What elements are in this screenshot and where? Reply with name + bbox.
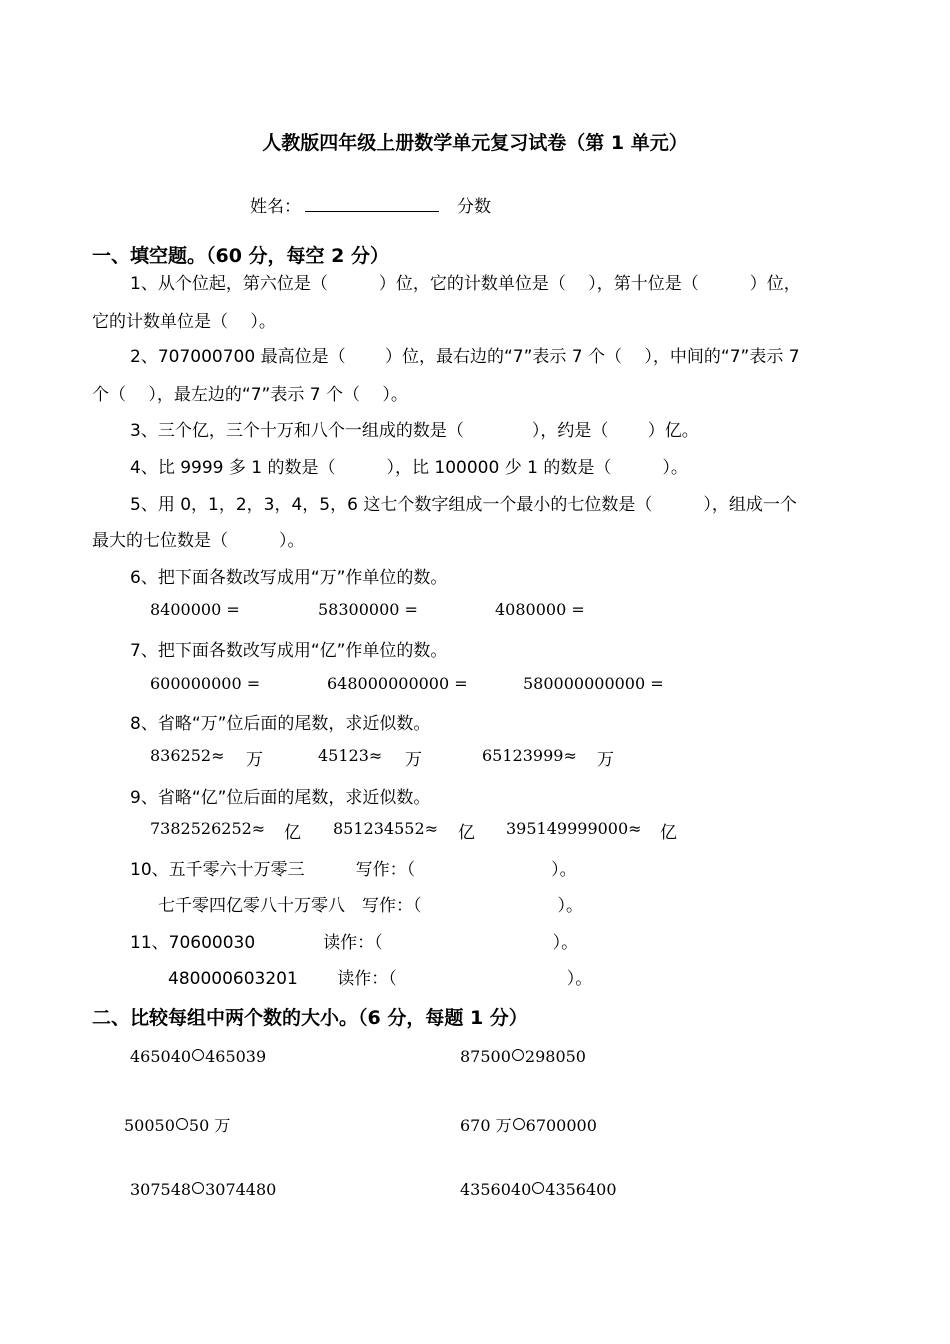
- question-5-line-2: 最大的七位数是（ ）。: [92, 531, 305, 551]
- compare-circle[interactable]: [532, 1182, 544, 1194]
- q8-unit-2: 万: [405, 750, 422, 770]
- compare-pair: [460, 1047, 586, 1066]
- q8-unit-1: 万: [246, 750, 263, 770]
- compare-pair: [130, 1180, 276, 1199]
- compare-pair: [124, 1113, 230, 1136]
- compare-circle[interactable]: [512, 1049, 524, 1061]
- q9-unit-3: 亿: [660, 823, 677, 843]
- score-label: 分数: [457, 197, 491, 217]
- question-9: 9、省略“亿”位后面的尾数，求近似数。: [130, 788, 431, 808]
- compare-left: 465040: [130, 1047, 192, 1066]
- q9-item-3: 395149999000≈: [506, 819, 642, 838]
- question-1-line-1: 1、从个位起，第六位是（ ）位，它的计数单位是（ ），第十位是（ ）位，: [130, 274, 801, 294]
- question-2-line-1: 2、707000700 最高位是（ ）位，最右边的“7”表示 7 个（ ），中间的“7”表示 7: [130, 347, 800, 367]
- question-2-line-2: 个（ ），最左边的“7”表示 7 个（ ）。: [92, 385, 408, 405]
- compare-pair: [460, 1180, 617, 1199]
- question-1-line-2: 它的计数单位是（ ）。: [92, 312, 276, 332]
- question-7: 7、把下面各数改写成用“亿”作单位的数。: [130, 641, 448, 661]
- q6-item-1: 8400000 =: [150, 600, 240, 619]
- name-blank[interactable]: [305, 197, 439, 212]
- q9-unit-2: 亿: [458, 823, 475, 843]
- q7-item-1: 600000000 =: [150, 674, 261, 693]
- q7-item-3: 580000000000 =: [523, 674, 664, 693]
- compare-circle[interactable]: [192, 1049, 204, 1061]
- compare-left: 50050: [124, 1116, 175, 1135]
- compare-right: 50 万: [188, 1116, 231, 1135]
- compare-left: 87500: [460, 1047, 511, 1066]
- q6-item-3: 4080000 =: [495, 600, 585, 619]
- q6-item-2: 58300000 =: [318, 600, 418, 619]
- name-score-row: [250, 192, 491, 217]
- page-title: 人教版四年级上册数学单元复习试卷（第 1 单元）: [262, 132, 688, 154]
- compare-right: 298050: [524, 1047, 586, 1066]
- q9-item-2: 851234552≈: [333, 819, 439, 838]
- question-11-line-2: 480000603201 读作：（ ）。: [168, 969, 593, 989]
- question-6: 6、把下面各数改写成用“万”作单位的数。: [130, 568, 448, 588]
- compare-circle[interactable]: [513, 1118, 525, 1130]
- q8-unit-3: 万: [597, 750, 614, 770]
- q8-item-2: 45123≈: [318, 746, 383, 765]
- compare-pair: [130, 1047, 266, 1066]
- q8-item-1: 836252≈: [150, 746, 225, 765]
- compare-right: 3074480: [205, 1180, 277, 1199]
- question-5-line-1: 5、用 0，1，2，3，4，5，6 这七个数字组成一个最小的七位数是（ ），组成一个: [130, 495, 797, 515]
- q8-item-3: 65123999≈: [482, 746, 577, 765]
- question-8: 8、省略“万”位后面的尾数，求近似数。: [130, 714, 431, 734]
- compare-left: 670 万: [460, 1116, 512, 1135]
- compare-circle[interactable]: [176, 1118, 188, 1130]
- compare-left: 307548: [130, 1180, 192, 1199]
- compare-circle[interactable]: [192, 1182, 204, 1194]
- name-label: 姓名：: [250, 197, 301, 217]
- question-4: 4、比 9999 多 1 的数是（ ），比 100000 少 1 的数是（ ）。: [130, 458, 688, 478]
- question-10-line-2: 七千零四亿零八十万零八 写作：（ ）。: [158, 896, 583, 916]
- compare-right: 6700000: [525, 1116, 597, 1135]
- q9-unit-1: 亿: [284, 823, 301, 843]
- question-11-line-1: 11、70600030 读作：（ ）。: [130, 933, 579, 953]
- compare-pair: [460, 1113, 597, 1136]
- section-1-heading: 一、填空题。（60 分，每空 2 分）: [92, 245, 390, 267]
- question-3: 3、三个亿，三个十万和八个一组成的数是（ ），约是（ ）亿。: [130, 421, 699, 441]
- compare-left: 4356040: [460, 1180, 532, 1199]
- q9-item-1: 7382526252≈: [150, 819, 266, 838]
- compare-right: 4356400: [545, 1180, 617, 1199]
- section-2-heading: 二、比较每组中两个数的大小。（6 分，每题 1 分）: [92, 1007, 528, 1029]
- compare-right: 465039: [205, 1047, 267, 1066]
- question-10-line-1: 10、五千零六十万零三 写作：（ ）。: [130, 860, 577, 880]
- q7-item-2: 648000000000 =: [327, 674, 468, 693]
